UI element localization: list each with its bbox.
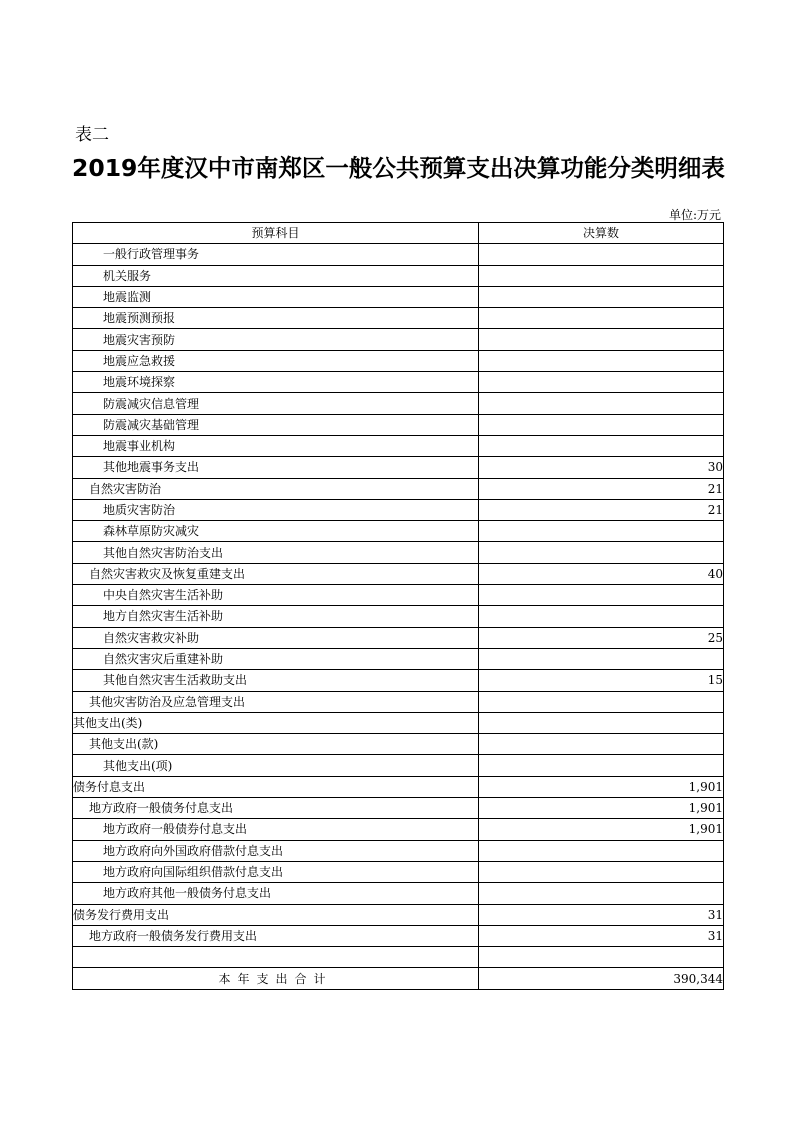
amount-cell	[479, 265, 724, 286]
amount-cell	[479, 414, 724, 435]
table-row	[73, 606, 724, 627]
table-row	[73, 414, 724, 435]
unit-label: 单位:万元	[668, 208, 721, 222]
amount-cell: 1,901	[479, 776, 724, 797]
table-header-row	[73, 223, 724, 244]
amount-cell	[479, 329, 724, 350]
subject-cell: 地方政府一般债务付息支出	[73, 798, 479, 819]
table-row	[73, 755, 724, 776]
table-row	[73, 670, 724, 691]
amount-cell	[479, 947, 724, 968]
table-row	[73, 286, 724, 307]
amount-cell	[479, 648, 724, 669]
table-row	[73, 457, 724, 478]
subject-cell: 一般行政管理事务	[73, 244, 479, 265]
subject-cell: 其他灾害防治及应急管理支出	[73, 691, 479, 712]
table-row	[73, 350, 724, 371]
total-amount: 390,344	[479, 968, 724, 989]
amount-cell	[479, 734, 724, 755]
subject-cell: 地方政府其他一般债务付息支出	[73, 883, 479, 904]
subject-cell: 中央自然灾害生活补助	[73, 585, 479, 606]
subject-cell: 地震监测	[73, 286, 479, 307]
subject-cell: 自然灾害灾后重建补助	[73, 648, 479, 669]
amount-cell: 30	[479, 457, 724, 478]
table-row	[73, 925, 724, 946]
subject-cell: 地方政府向国际组织借款付息支出	[73, 861, 479, 882]
amount-cell	[479, 435, 724, 456]
amount-cell	[479, 308, 724, 329]
table-row	[73, 734, 724, 755]
amount-cell: 31	[479, 904, 724, 925]
amount-cell	[479, 691, 724, 712]
table-row	[73, 840, 724, 861]
amount-cell	[479, 350, 724, 371]
amount-cell	[479, 244, 724, 265]
subject-cell: 地震环境探察	[73, 372, 479, 393]
subject-cell: 地方政府向外国政府借款付息支出	[73, 840, 479, 861]
subject-cell: 其他支出(款)	[73, 734, 479, 755]
amount-cell: 21	[479, 499, 724, 520]
table-body	[73, 244, 724, 968]
amount-cell	[479, 393, 724, 414]
table-row	[73, 542, 724, 563]
total-label: 本年支出合计	[73, 968, 479, 989]
amount-cell: 1,901	[479, 819, 724, 840]
table-row	[73, 798, 724, 819]
amount-cell	[479, 712, 724, 733]
table-row	[73, 947, 724, 968]
subject-cell: 地方政府一般债券付息支出	[73, 819, 479, 840]
amount-cell	[479, 840, 724, 861]
amount-cell: 25	[479, 627, 724, 648]
subject-cell: 其他支出(项)	[73, 755, 479, 776]
subject-cell	[73, 947, 479, 968]
amount-cell: 21	[479, 478, 724, 499]
subject-cell: 防震减灾信息管理	[73, 393, 479, 414]
subject-cell: 地震应急救援	[73, 350, 479, 371]
amount-cell	[479, 861, 724, 882]
table-row	[73, 883, 724, 904]
table-row	[73, 308, 724, 329]
subject-cell: 森林草原防灾减灾	[73, 521, 479, 542]
table-row	[73, 244, 724, 265]
table-row	[73, 329, 724, 350]
amount-cell: 1,901	[479, 798, 724, 819]
table-row	[73, 265, 724, 286]
table-row	[73, 691, 724, 712]
subject-cell: 地方政府一般债务发行费用支出	[73, 925, 479, 946]
table-row	[73, 585, 724, 606]
table-row	[73, 393, 724, 414]
amount-cell	[479, 606, 724, 627]
subject-cell: 自然灾害救灾及恢复重建支出	[73, 563, 479, 584]
subject-cell: 其他自然灾害生活救助支出	[73, 670, 479, 691]
subject-cell: 债务付息支出	[73, 776, 479, 797]
amount-cell	[479, 542, 724, 563]
subject-cell: 地震事业机构	[73, 435, 479, 456]
amount-cell	[479, 521, 724, 542]
amount-cell	[479, 585, 724, 606]
page-title: 2019年度汉中市南郑区一般公共预算支出决算功能分类明细表	[72, 154, 725, 182]
table-row	[73, 648, 724, 669]
table-row	[73, 819, 724, 840]
amount-cell	[479, 286, 724, 307]
column-header-amount: 决算数	[479, 223, 724, 244]
table-row	[73, 776, 724, 797]
table-row	[73, 563, 724, 584]
amount-cell	[479, 755, 724, 776]
table-number-label: 表二	[75, 125, 109, 145]
amount-cell: 31	[479, 925, 724, 946]
table-row	[73, 712, 724, 733]
budget-table	[72, 222, 724, 990]
amount-cell: 40	[479, 563, 724, 584]
table-row	[73, 861, 724, 882]
column-header-subject: 预算科目	[73, 223, 479, 244]
subject-cell: 防震减灾基础管理	[73, 414, 479, 435]
amount-cell	[479, 883, 724, 904]
table-row	[73, 904, 724, 925]
table-row	[73, 478, 724, 499]
total-row	[73, 968, 724, 989]
subject-cell: 地震预测预报	[73, 308, 479, 329]
table-row	[73, 521, 724, 542]
amount-cell: 15	[479, 670, 724, 691]
subject-cell: 其他地震事务支出	[73, 457, 479, 478]
table-row	[73, 499, 724, 520]
subject-cell: 地震灾害预防	[73, 329, 479, 350]
table-row	[73, 372, 724, 393]
table-row	[73, 627, 724, 648]
subject-cell: 债务发行费用支出	[73, 904, 479, 925]
subject-cell: 其他自然灾害防治支出	[73, 542, 479, 563]
subject-cell: 地方自然灾害生活补助	[73, 606, 479, 627]
subject-cell: 机关服务	[73, 265, 479, 286]
subject-cell: 自然灾害救灾补助	[73, 627, 479, 648]
subject-cell: 地质灾害防治	[73, 499, 479, 520]
subject-cell: 自然灾害防治	[73, 478, 479, 499]
table-row	[73, 435, 724, 456]
subject-cell: 其他支出(类)	[73, 712, 479, 733]
amount-cell	[479, 372, 724, 393]
